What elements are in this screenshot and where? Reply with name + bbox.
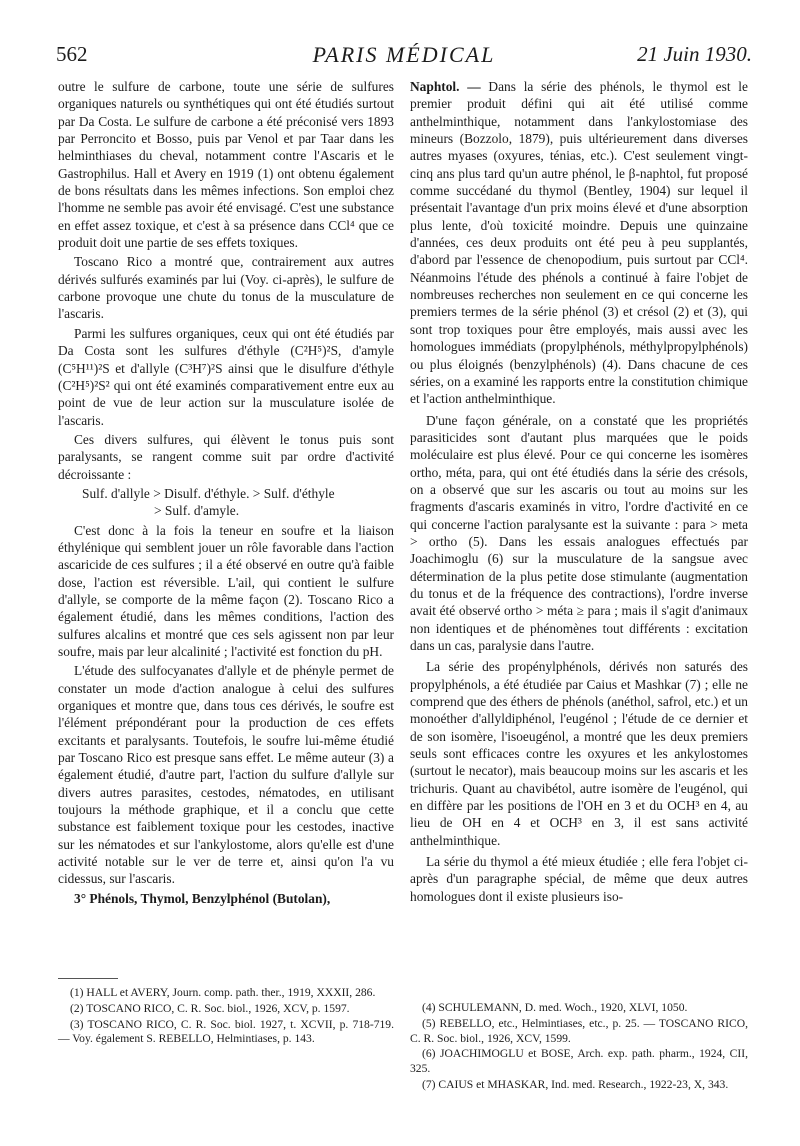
paragraph-text: Dans la série des phénols, le thymol est le premier produit défini qui ait été utilisé comme anthelminthique, notamment dans l'ankylostomiase des mineurs (Bozzolo, 1879), puis ultérieurement dans diverses autres myases (oxyures, ténias, etc.). C'est seulement vingt-cinq ans plus tard qu'un autre phénol, le β-naphtol, fut proposé comme succédané du thymol (Bentley, 1904) sur lequel il présentait l'avantage d'un prix moins élevé et d'une absorption plus lente, d'où toxicité moindre. Depuis une quinzaine d'années, ces deux produits ont été peu à peu supplantés, d'abord par l'essence de chenopodium, puis surtout par CCl⁴. Néanmoins l'étude des phénols a continué à faire l'objet de nombreuses recherches non seulement en ce qui concerne les premiers termes de la série phénol (3) et crésol (2) et (3), qui sont trop toxiques pour être employés, mais aussi avec les homologues immédiats (propylphénols, méthylpropylphénols) ou plus éloignés (benzylphénols) (4). Dans chacune de ces séries, on a examiné les rapports entre la constitution chimique et l'action anthelminthique. [410,79,748,407]
right-column [410,78,748,907]
paragraph [410,78,748,408]
paragraph: C'est donc à la fois la teneur en soufre et la liaison éthylénique qui semblent jouer un rôle favorable dans l'action ascaricide de ces sulfures ; il a été observé en outre qu'à faible dose, l'action est réversible. L'ail, qui contient le sulfure d'allyle, se comporte de la même façon (2). Toscano Rico a également étudié, dans les mêmes conditions, l'action des sulfures alcalins et montré que ces sels agissent non par leur soufre, mais par leur alcalinité ; l'activité est fonction du pH. [58,522,394,659]
issue-date: 21 Juin 1930. [637,42,752,66]
paragraph: L'étude des sulfocyanates d'allyle et de phényle permet de constater un mode d'action analogue à celui des sulfures organiques et montre que, dans tous ces dérivés, le soufre est l'élément prépondérant pour la production de ces effets excitants et paralysants. Toutefois, le soufre lui-même étudié par Toscano Rico est presque sans effet. Le même auteur (3) a également étudié, d'autre part, l'action du sulfure d'allyle sur divers autres parasites, cestodes, nématodes, en utilisant toujours la méthode graphique, et il a conclu que cette substance est faiblement toxique pour les cestodes, inactive sur les nématodes et sur l'ankylostome, alors qu'elle est d'une activité notable sur le ver de terre et, ainsi qu'on l'a vu cidessus, sur l'ascaris. [58,663,394,887]
footnote: (7) CAIUS et MHASKAR, Ind. med. Research., 1922-23, X, 343. [422,1077,729,1091]
footnotes-left [58,986,394,1048]
page-number: 562 [56,42,88,66]
footnote: (5) REBELLO, etc., Helmintiases, etc., p. 25. — TOSCANO RICO, C. R. Soc. biol., 1926, XCV, 1599. [410,1016,748,1045]
footnote: (6) JOACHIMOGLU et BOSE, Arch. exp. path. pharm., 1924, CII, 325. [410,1047,748,1076]
formula-line: Sulf. d'allyle > Disulf. d'éthyle. > Sulf. d'éthyle [82,485,335,501]
formula-line: > Sulf. d'amyle. [154,503,240,519]
paragraph: La série des propénylphénols, dérivés non saturés des propylphénols, a été étudiée par Caius et Mashkar (7) ; elle ne comprend que des éthers de phénols (anéthol, safrol, etc.) et un monoéther d'allyldiphénol, l'eugénol ; l'étude de ce dernier et de son isomère, l'isoeugénol, a montré que les deux premiers seuls sont efficaces contre les oxyures et les ankylostomes (surtout le necator), mais beaucoup moins sur les ascaris et les trichuris. Quant au chavibétol, autre isomère de l'eugénol, qui en diffère par les positions de l'OH en 3 et du OCH³ en 4, au lieu de OH en 4 et OCH³ en 3, il est sans activité anthelminthique. [410,659,748,848]
footnote: (1) HALL et AVERY, Journ. comp. path. ther., 1919, XXXII, 286. [70,986,376,999]
footnotes-right [410,1001,748,1094]
paragraph: outre le sulfure de carbone, toute une série de sulfures organiques naturels ou synthétiques qui ont été étudiés surtout par Da Costa. Le sulfure de carbone a été préconisé vers 1893 par Perroncito et Bosso, puis par Venol et par Taar dans les helminthiases du cheval, notamment contre l'Ascaris et le Gastrophilus. Hall et Avery en 1919 (1) ont obtenu également de bons résultats dans les mêmes infections. Son emploi chez l'homme ne semble pas avoir été envisagé. C'est une substance en effet assez toxique, et c'est à sa présence dans CCl⁴ que ce produit doit une partie de ses effets toxiques. [58,79,394,251]
paragraph: D'une façon générale, on a constaté que les propriétés parasiticides sont d'autant plus marquées que le poids moléculaire est plus élevé. Pour ce qui concerne les isomères ortho, méta, para, qui ont été étudiés dans la série des crésols, on a observé que sur les ascaris ou tout au moins sur les fragments d'ascaris examinés in vitro, l'ordre d'activité en ce qui concerne l'action paralysante est la suivante : para > meta > ortho (5). Dans les essais analogues effectués par Joachimoglu (6) sur la musculature de la sangsue avec détermination de la plus petite dose stimulante (augmentation du tonus et de la fréquence des contractions), l'ordre inverse avait été observé ortho > méta ≥ para ; mais il s'agit d'animaux non identiques et de phénomènes tout différents : excitation dans un cas, paralysie dans l'autre. [410,412,748,653]
page-header [56,40,752,74]
footnote: (4) SCHULEMANN, D. med. Woch., 1920, XLVI, 1050. [422,1001,688,1014]
left-column [58,78,394,909]
footnote: (3) TOSCANO RICO, C. R. Soc. biol. 1927, t. XCVII, p. 718-719. — Voy. également S. REBELLO, Helmintiases, p. 143. [58,1017,394,1046]
journal-title: PARIS MÉDICAL [312,42,496,67]
paragraph: La série du thymol a été mieux étudiée ; elle fera l'objet ci-après d'un paragraphe spécial, de même que deux autres homologues dont il existe plusieurs iso- [410,854,748,904]
footnote-divider [58,978,118,979]
paragraph: Ces divers sulfures, qui élèvent le tonus puis sont paralysants, se rangent comme suit par ordre d'activité décroissante : [58,431,394,482]
activity-order-formula [58,485,394,520]
footnote: (2) TOSCANO RICO, C. R. Soc. biol., 1926, XCV, p. 1597. [70,1001,350,1015]
section-heading-continued: Naphtol. — [410,79,481,94]
section-heading: 3° Phénols, Thymol, Benzylphénol (Butolan), [74,890,331,906]
paragraph: Toscano Rico a montré que, contrairement aux autres dérivés sulfurés examinés par lui (Voy. ci-après), le sulfure de carbone provoque une chute du tonus de la musculature de l'ascaris. [58,254,394,322]
paragraph: Parmi les sulfures organiques, ceux qui ont été étudiés par Da Costa sont les sulfures d'éthyle (C²H⁵)²S, d'amyle (C⁵H¹¹)²S et d'allyle (C³H⁷)²S ainsi que le disulfure d'éthyle (C²H⁵)²S² qui ont été examinés comparativement entre eux au point de vue de leur action sur la musculature isolée de l'ascaris. [58,325,394,428]
